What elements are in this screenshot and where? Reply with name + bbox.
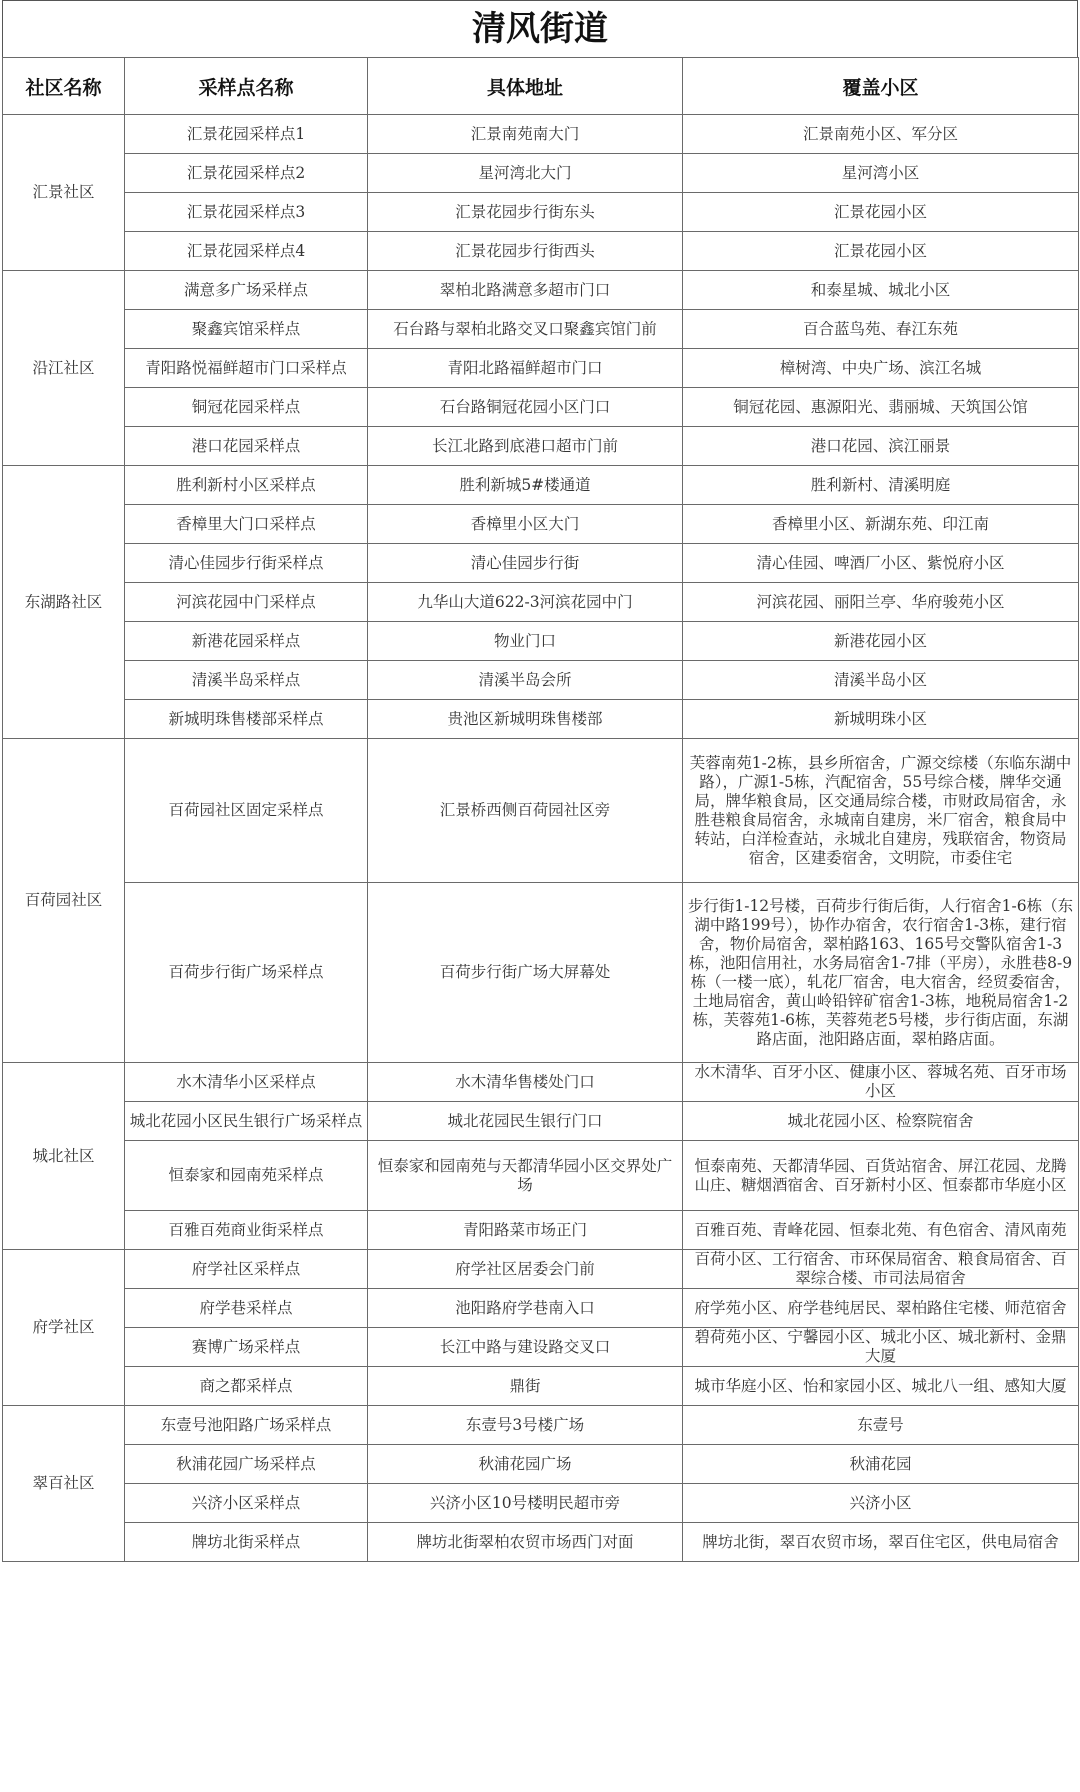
address-cell: 石台路铜冠花园小区门口 bbox=[368, 388, 683, 427]
table-row bbox=[3, 115, 1079, 154]
header-coverage: 覆盖小区 bbox=[683, 58, 1079, 115]
community-name-cell: 城北社区 bbox=[3, 1063, 125, 1250]
coverage-cell: 汇景花园小区 bbox=[683, 193, 1079, 232]
coverage-cell: 樟树湾、中央广场、滨江名城 bbox=[683, 349, 1079, 388]
site-name-cell: 汇景花园采样点2 bbox=[125, 154, 368, 193]
address-cell: 汇景南苑南大门 bbox=[368, 115, 683, 154]
site-name-cell: 港口花园采样点 bbox=[125, 427, 368, 466]
table-row bbox=[3, 739, 1079, 883]
table-row bbox=[3, 883, 1079, 1063]
table-row bbox=[3, 1445, 1079, 1484]
coverage-cell: 步行街1-12号楼，百荷步行街后街，人行宿舍1-6栋（东湖中路199号），协作办宿舍，农行宿舍1-3栋，建行宿舍，物价局宿舍，翠柏路163、165号交警队宿舍1-3栋，池阳信用社，水务局宿舍1-7排（平房），永胜巷8-9栋（一楼一底），轧花厂宿舍，电大宿舍，经贸委宿舍，土地局宿舍，黄山岭铅锌矿宿舍1-3栋，地税局宿舍1-2栋，芙蓉苑1-6栋，芙蓉苑老5号楼，步行街店面，东湖路店面，池阳路店面，翠柏路店面。 bbox=[683, 883, 1079, 1063]
address-cell: 兴济小区10号楼明民超市旁 bbox=[368, 1484, 683, 1523]
coverage-cell: 胜利新村、清溪明庭 bbox=[683, 466, 1079, 505]
site-name-cell: 百雅百苑商业街采样点 bbox=[125, 1211, 368, 1250]
table-row bbox=[3, 1406, 1079, 1445]
address-cell: 百荷步行街广场大屏幕处 bbox=[368, 883, 683, 1063]
community-name-cell: 汇景社区 bbox=[3, 115, 125, 271]
table-row bbox=[3, 505, 1079, 544]
address-cell: 香樟里小区大门 bbox=[368, 505, 683, 544]
table-row bbox=[3, 622, 1079, 661]
site-name-cell: 汇景花园采样点3 bbox=[125, 193, 368, 232]
coverage-cell: 汇景花园小区 bbox=[683, 232, 1079, 271]
site-name-cell: 胜利新村小区采样点 bbox=[125, 466, 368, 505]
address-cell: 青阳路菜市场正门 bbox=[368, 1211, 683, 1250]
community-name-cell: 沿江社区 bbox=[3, 271, 125, 466]
coverage-cell: 府学苑小区、府学巷纯居民、翠柏路住宅楼、师范宿舍 bbox=[683, 1289, 1079, 1328]
site-name-cell: 水木清华小区采样点 bbox=[125, 1063, 368, 1102]
address-cell: 汇景桥西侧百荷园社区旁 bbox=[368, 739, 683, 883]
site-name-cell: 聚鑫宾馆采样点 bbox=[125, 310, 368, 349]
site-name-cell: 牌坊北街采样点 bbox=[125, 1523, 368, 1562]
address-cell: 水木清华售楼处门口 bbox=[368, 1063, 683, 1102]
coverage-cell: 秋浦花园 bbox=[683, 1445, 1079, 1484]
site-name-cell: 商之都采样点 bbox=[125, 1367, 368, 1406]
coverage-cell: 芙蓉南苑1-2栋，县乡所宿舍，广源交综楼（东临东湖中路），广源1-5栋，汽配宿舍，55号综合楼，牌华交通局，牌华粮食局，区交通局综合楼，市财政局宿舍，永胜巷粮食局宿舍，永城南自建房，米厂宿舍，粮食局中转站，白洋检查站，永城北自建房，残联宿舍，物资局宿舍，区建委宿舍，文明院，市委住宅 bbox=[683, 739, 1079, 883]
address-cell: 牌坊北街翠柏农贸市场西门对面 bbox=[368, 1523, 683, 1562]
site-name-cell: 新港花园采样点 bbox=[125, 622, 368, 661]
coverage-cell: 清溪半岛小区 bbox=[683, 661, 1079, 700]
site-name-cell: 青阳路悦福鲜超市门口采样点 bbox=[125, 349, 368, 388]
table-row bbox=[3, 1250, 1079, 1289]
coverage-cell: 碧荷苑小区、宁馨园小区、城北小区、城北新村、金鼎大厦 bbox=[683, 1328, 1079, 1367]
coverage-cell: 新城明珠小区 bbox=[683, 700, 1079, 739]
address-cell: 清溪半岛会所 bbox=[368, 661, 683, 700]
coverage-cell: 城北花园小区、检察院宿舍 bbox=[683, 1102, 1079, 1141]
coverage-cell: 铜冠花园、惠源阳光、翡丽城、天筑国公馆 bbox=[683, 388, 1079, 427]
table-row bbox=[3, 1523, 1079, 1562]
table-row bbox=[3, 1328, 1079, 1367]
table-row bbox=[3, 349, 1079, 388]
site-name-cell: 兴济小区采样点 bbox=[125, 1484, 368, 1523]
site-name-cell: 香樟里大门口采样点 bbox=[125, 505, 368, 544]
address-cell: 物业门口 bbox=[368, 622, 683, 661]
address-cell: 城北花园民生银行门口 bbox=[368, 1102, 683, 1141]
community-name-cell: 百荷园社区 bbox=[3, 739, 125, 1063]
address-cell: 池阳路府学巷南入口 bbox=[368, 1289, 683, 1328]
address-cell: 清心佳园步行街 bbox=[368, 544, 683, 583]
coverage-cell: 城市华庭小区、怡和家园小区、城北八一组、感知大厦 bbox=[683, 1367, 1079, 1406]
coverage-cell: 星河湾小区 bbox=[683, 154, 1079, 193]
coverage-cell: 百雅百苑、青峰花园、恒泰北苑、有色宿舍、清风南苑 bbox=[683, 1211, 1079, 1250]
table-row bbox=[3, 1289, 1079, 1328]
community-name-cell: 翠百社区 bbox=[3, 1406, 125, 1562]
header-site-name: 采样点名称 bbox=[125, 58, 368, 115]
site-name-cell: 城北花园小区民生银行广场采样点 bbox=[125, 1102, 368, 1141]
page-title: 清风街道 bbox=[2, 0, 1078, 57]
address-cell: 九华山大道622-3河滨花园中门 bbox=[368, 583, 683, 622]
site-name-cell: 满意多广场采样点 bbox=[125, 271, 368, 310]
address-cell: 星河湾北大门 bbox=[368, 154, 683, 193]
address-cell: 胜利新城5#楼通道 bbox=[368, 466, 683, 505]
site-name-cell: 汇景花园采样点4 bbox=[125, 232, 368, 271]
site-name-cell: 百荷步行街广场采样点 bbox=[125, 883, 368, 1063]
community-name-cell: 府学社区 bbox=[3, 1250, 125, 1406]
table-row bbox=[3, 1484, 1079, 1523]
table-row bbox=[3, 661, 1079, 700]
address-cell: 长江中路与建设路交叉口 bbox=[368, 1328, 683, 1367]
address-cell: 长江北路到底港口超市门前 bbox=[368, 427, 683, 466]
table-row bbox=[3, 388, 1079, 427]
coverage-cell: 和泰星城、城北小区 bbox=[683, 271, 1079, 310]
site-name-cell: 河滨花园中门采样点 bbox=[125, 583, 368, 622]
coverage-cell: 百荷小区、工行宿舍、市环保局宿舍、粮食局宿舍、百翠综合楼、市司法局宿舍 bbox=[683, 1250, 1079, 1289]
table-row bbox=[3, 583, 1079, 622]
site-name-cell: 恒泰家和园南苑采样点 bbox=[125, 1141, 368, 1211]
table-row bbox=[3, 1141, 1079, 1211]
table-row bbox=[3, 427, 1079, 466]
table-row bbox=[3, 193, 1079, 232]
coverage-cell: 汇景南苑小区、军分区 bbox=[683, 115, 1079, 154]
table-row bbox=[3, 700, 1079, 739]
address-cell: 秋浦花园广场 bbox=[368, 1445, 683, 1484]
table-row bbox=[3, 1063, 1079, 1102]
table-row bbox=[3, 1211, 1079, 1250]
site-name-cell: 汇景花园采样点1 bbox=[125, 115, 368, 154]
address-cell: 恒泰家和园南苑与天都清华园小区交界处广场 bbox=[368, 1141, 683, 1211]
coverage-cell: 兴济小区 bbox=[683, 1484, 1079, 1523]
site-name-cell: 百荷园社区固定采样点 bbox=[125, 739, 368, 883]
table-row bbox=[3, 544, 1079, 583]
table-row bbox=[3, 466, 1079, 505]
site-name-cell: 清心佳园步行街采样点 bbox=[125, 544, 368, 583]
coverage-cell: 河滨花园、丽阳兰亭、华府骏苑小区 bbox=[683, 583, 1079, 622]
site-name-cell: 赛博广场采样点 bbox=[125, 1328, 368, 1367]
address-cell: 汇景花园步行街西头 bbox=[368, 232, 683, 271]
table-row bbox=[3, 1102, 1079, 1141]
table-row bbox=[3, 310, 1079, 349]
site-name-cell: 秋浦花园广场采样点 bbox=[125, 1445, 368, 1484]
coverage-cell: 新港花园小区 bbox=[683, 622, 1079, 661]
site-name-cell: 清溪半岛采样点 bbox=[125, 661, 368, 700]
site-name-cell: 府学巷采样点 bbox=[125, 1289, 368, 1328]
address-cell: 贵池区新城明珠售楼部 bbox=[368, 700, 683, 739]
coverage-cell: 牌坊北街，翠百农贸市场，翠百住宅区，供电局宿舍 bbox=[683, 1523, 1079, 1562]
header-community: 社区名称 bbox=[3, 58, 125, 115]
header-address: 具体地址 bbox=[368, 58, 683, 115]
coverage-cell: 清心佳园、啤酒厂小区、紫悦府小区 bbox=[683, 544, 1079, 583]
table-row bbox=[3, 1367, 1079, 1406]
address-cell: 石台路与翠柏北路交叉口聚鑫宾馆门前 bbox=[368, 310, 683, 349]
table-body bbox=[3, 115, 1079, 1562]
coverage-cell: 水木清华、百牙小区、健康小区、蓉城名苑、百牙市场小区 bbox=[683, 1063, 1079, 1102]
table-row bbox=[3, 271, 1079, 310]
address-cell: 翠柏北路满意多超市门口 bbox=[368, 271, 683, 310]
header-row bbox=[3, 58, 1079, 115]
address-cell: 青阳北路福鲜超市门口 bbox=[368, 349, 683, 388]
community-name-cell: 东湖路社区 bbox=[3, 466, 125, 739]
address-cell: 汇景花园步行街东头 bbox=[368, 193, 683, 232]
table-row bbox=[3, 154, 1079, 193]
coverage-cell: 东壹号 bbox=[683, 1406, 1079, 1445]
site-name-cell: 府学社区采样点 bbox=[125, 1250, 368, 1289]
coverage-cell: 恒泰南苑、天都清华园、百货站宿舍、屏江花园、龙腾山庄、糖烟酒宿舍、百牙新村小区、恒泰都市华庭小区 bbox=[683, 1141, 1079, 1211]
coverage-cell: 港口花园、滨江丽景 bbox=[683, 427, 1079, 466]
site-name-cell: 东壹号池阳路广场采样点 bbox=[125, 1406, 368, 1445]
table-row bbox=[3, 232, 1079, 271]
address-cell: 府学社区居委会门前 bbox=[368, 1250, 683, 1289]
coverage-cell: 百合蓝鸟苑、春江东苑 bbox=[683, 310, 1079, 349]
coverage-cell: 香樟里小区、新湖东苑、印江南 bbox=[683, 505, 1079, 544]
sampling-table bbox=[2, 57, 1079, 1562]
address-cell: 鼎街 bbox=[368, 1367, 683, 1406]
address-cell: 东壹号3号楼广场 bbox=[368, 1406, 683, 1445]
site-name-cell: 新城明珠售楼部采样点 bbox=[125, 700, 368, 739]
site-name-cell: 铜冠花园采样点 bbox=[125, 388, 368, 427]
